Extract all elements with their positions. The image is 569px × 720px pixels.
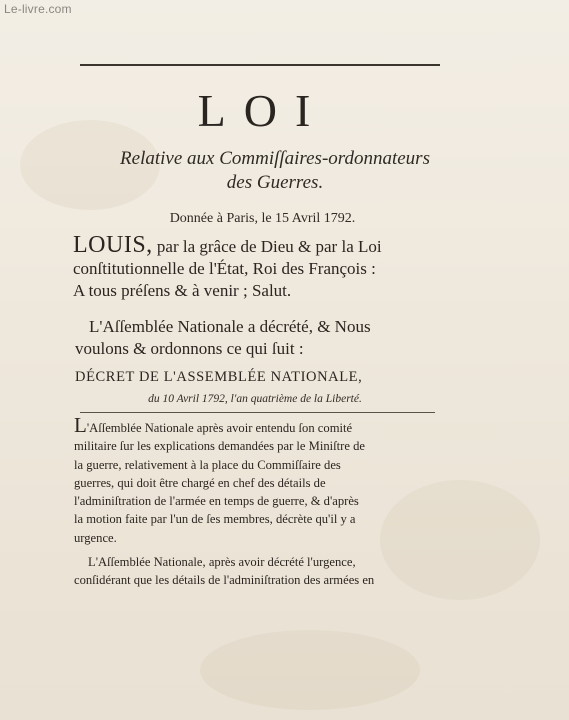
drop-cap: L (74, 413, 87, 437)
preamble (73, 234, 443, 302)
king-name: LOUIS, (73, 232, 153, 258)
subtitle-line: des Guerres. (226, 172, 324, 193)
decree-title: DÉCRET DE L'ASSEMBLÉE NATIONALE, (75, 369, 363, 385)
assembly-line: voulons & ordonnons ce qui ſuit : (75, 339, 304, 358)
preamble-line: A tous préſens & à venir ; Salut. (73, 281, 292, 300)
subtitle (40, 147, 510, 195)
section-rule (80, 412, 435, 413)
preamble-line (73, 234, 443, 258)
paragraph-line: l'adminiſtration de l'armée en temps de guerre, & d'après (74, 494, 359, 509)
paragraph-line: L'Aſſemblée Nationale, après avoir décrété l'urgence, (88, 555, 356, 569)
decree-date: du 10 Avril 1792, l'an quatrième de la Liberté. (148, 393, 362, 405)
paragraph-line: la motion faite par l'un de ſes membres, décrète qu'il y a (74, 512, 356, 527)
page-title: LOI (197, 85, 329, 136)
subtitle-line: Relative aux Commiſſaires-ordonnateurs (120, 148, 430, 169)
watermark-text: Le-livre.com (4, 2, 72, 16)
paragraph-line: conſidérant que les détails de l'adminiſtration des armées en (74, 573, 375, 588)
preamble-text: par la grâce de Dieu & par la Loi (152, 237, 382, 256)
top-rule (80, 64, 440, 66)
preamble-line: conſtitutionnelle de l'État, Roi des François : (73, 259, 376, 278)
paragraph-text: 'Aſſemblée Nationale après avoir entendu ſon comité (86, 421, 353, 435)
assembly-statement (75, 316, 445, 360)
decree-paragraph-2 (74, 553, 446, 590)
decree-paragraph-1 (74, 413, 446, 547)
assembly-line: L'Aſſemblée Nationale a décrété, & Nous (89, 317, 371, 336)
paper-stain (200, 630, 420, 710)
paragraph-line: urgence. (74, 530, 117, 545)
paragraph-line: guerres, qui doit être chargé en chef des détails de (74, 475, 326, 490)
paragraph-line (74, 413, 446, 437)
paragraph-line: militaire ſur les explications demandées par le Miniſtre de (74, 439, 365, 454)
paragraph-line: la guerre, relativement à la place du Commiſſaire des (74, 457, 341, 472)
issue-date: Donnée à Paris, le 15 Avril 1792. (169, 211, 356, 226)
